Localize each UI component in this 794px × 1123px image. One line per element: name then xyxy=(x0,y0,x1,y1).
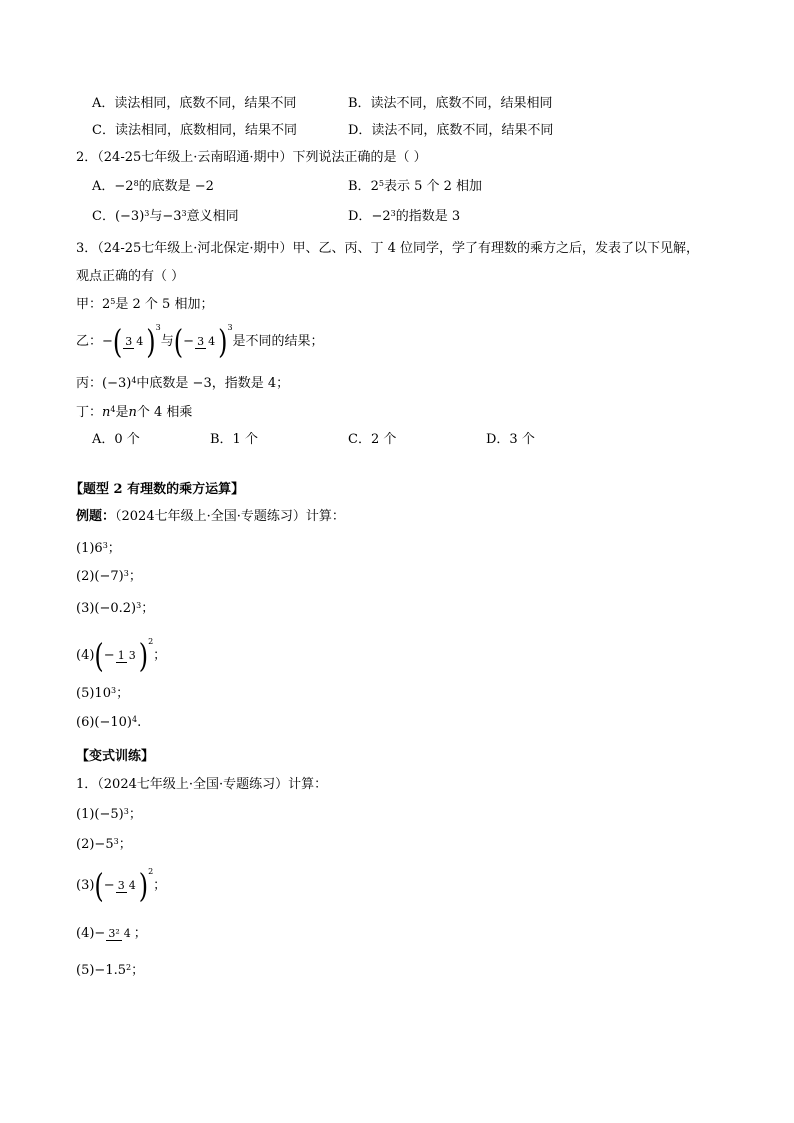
variant-item-1: (1) (−5) $^3$ ； xyxy=(76,807,142,822)
q2-option-a: A．$-2^8$的底数是 −2 xyxy=(92,179,214,194)
q1-option-b: B．读法不同，底数不同，结果相同 xyxy=(348,96,553,111)
example-item-4: (4) ( − 1 3 ) $^2$ ； xyxy=(76,637,167,675)
q3-jia: 甲：$2^5$是 2 个 5 相加； xyxy=(76,297,214,312)
q1-option-c: C．读法相同，底数相同，结果不同 xyxy=(92,123,297,138)
variant-stem: 1．（2024七年级上·全国·专题练习）计算： xyxy=(76,777,328,792)
section-title-type2: 【题型 2 有理数的乘方运算】 xyxy=(70,482,245,497)
example-item-1: (1) 6 $^3$ ； xyxy=(76,541,121,556)
fraction: 3 4 xyxy=(197,335,216,348)
q3-option-d: D．3 个 xyxy=(486,432,535,447)
fraction: 3² 4 xyxy=(108,927,131,940)
example-item-3: (3) (−0.2) $^3$ ； xyxy=(76,601,155,616)
fraction: 3 4 xyxy=(117,879,136,892)
fraction: 3 4 xyxy=(125,335,144,348)
q3-ding: 丁：$n^4$是n个 4 相乘 xyxy=(76,405,193,420)
example-item-5: (5) 10 $^3$ ； xyxy=(76,686,130,701)
q3-bing: 丙：$(-3)^4$中底数是 −3，指数是 4； xyxy=(76,376,290,391)
q3-yi: 乙： − ( 3 4 ) $^3$ 与 ( − 3 4 ) $^3$ 是不同的结果； xyxy=(76,323,324,361)
variant-item-3: (3) ( − 3 4 ) $^2$ ； xyxy=(76,867,167,905)
example-item-2: (2) (−7) $^3$ ； xyxy=(76,569,142,584)
example-heading: 例题：（2024七年级上·全国·专题练习）计算： xyxy=(76,509,345,524)
variant-item-5: (5) −1.5 $^2$ ； xyxy=(76,963,145,978)
section-title-variant: 【变式训练】 xyxy=(76,749,155,764)
example-item-6: (6) (−10) $^4$ . xyxy=(76,715,142,730)
q3-option-c: C．2 个 xyxy=(348,432,397,447)
variant-item-2: (2) −5 $^3$ ； xyxy=(76,837,132,852)
variant-item-4: (4) − 3² 4 ； xyxy=(76,926,147,941)
q1-option-d: D．读法不同，底数不同，结果不同 xyxy=(348,123,554,138)
q3-option-a: A．0 个 xyxy=(92,432,140,447)
q3-stem-line2: 观点正确的有（ ） xyxy=(76,269,185,284)
fraction: 1 3 xyxy=(117,649,136,662)
q2-stem: 2．（24-25七年级上·云南昭通·期中）下列说法正确的是（ ） xyxy=(76,150,427,165)
q3-stem-line1: 3．（24-25七年级上·河北保定·期中）甲、乙、丙、丁 4 位同学，学了有理数的乘方之后，发表了以下见解， xyxy=(76,241,700,256)
q2-option-c: C．$(-3)^3$与$-3^3$意义相同 xyxy=(92,209,239,224)
q1-option-a: A．读法相同，底数不同，结果不同 xyxy=(92,96,297,111)
q3-option-b: B．1 个 xyxy=(210,432,258,447)
q2-option-d: D．$-2^3$的指数是 3 xyxy=(348,209,461,224)
q2-option-b: B．$2^5$表示 5 个 2 相加 xyxy=(348,179,483,194)
